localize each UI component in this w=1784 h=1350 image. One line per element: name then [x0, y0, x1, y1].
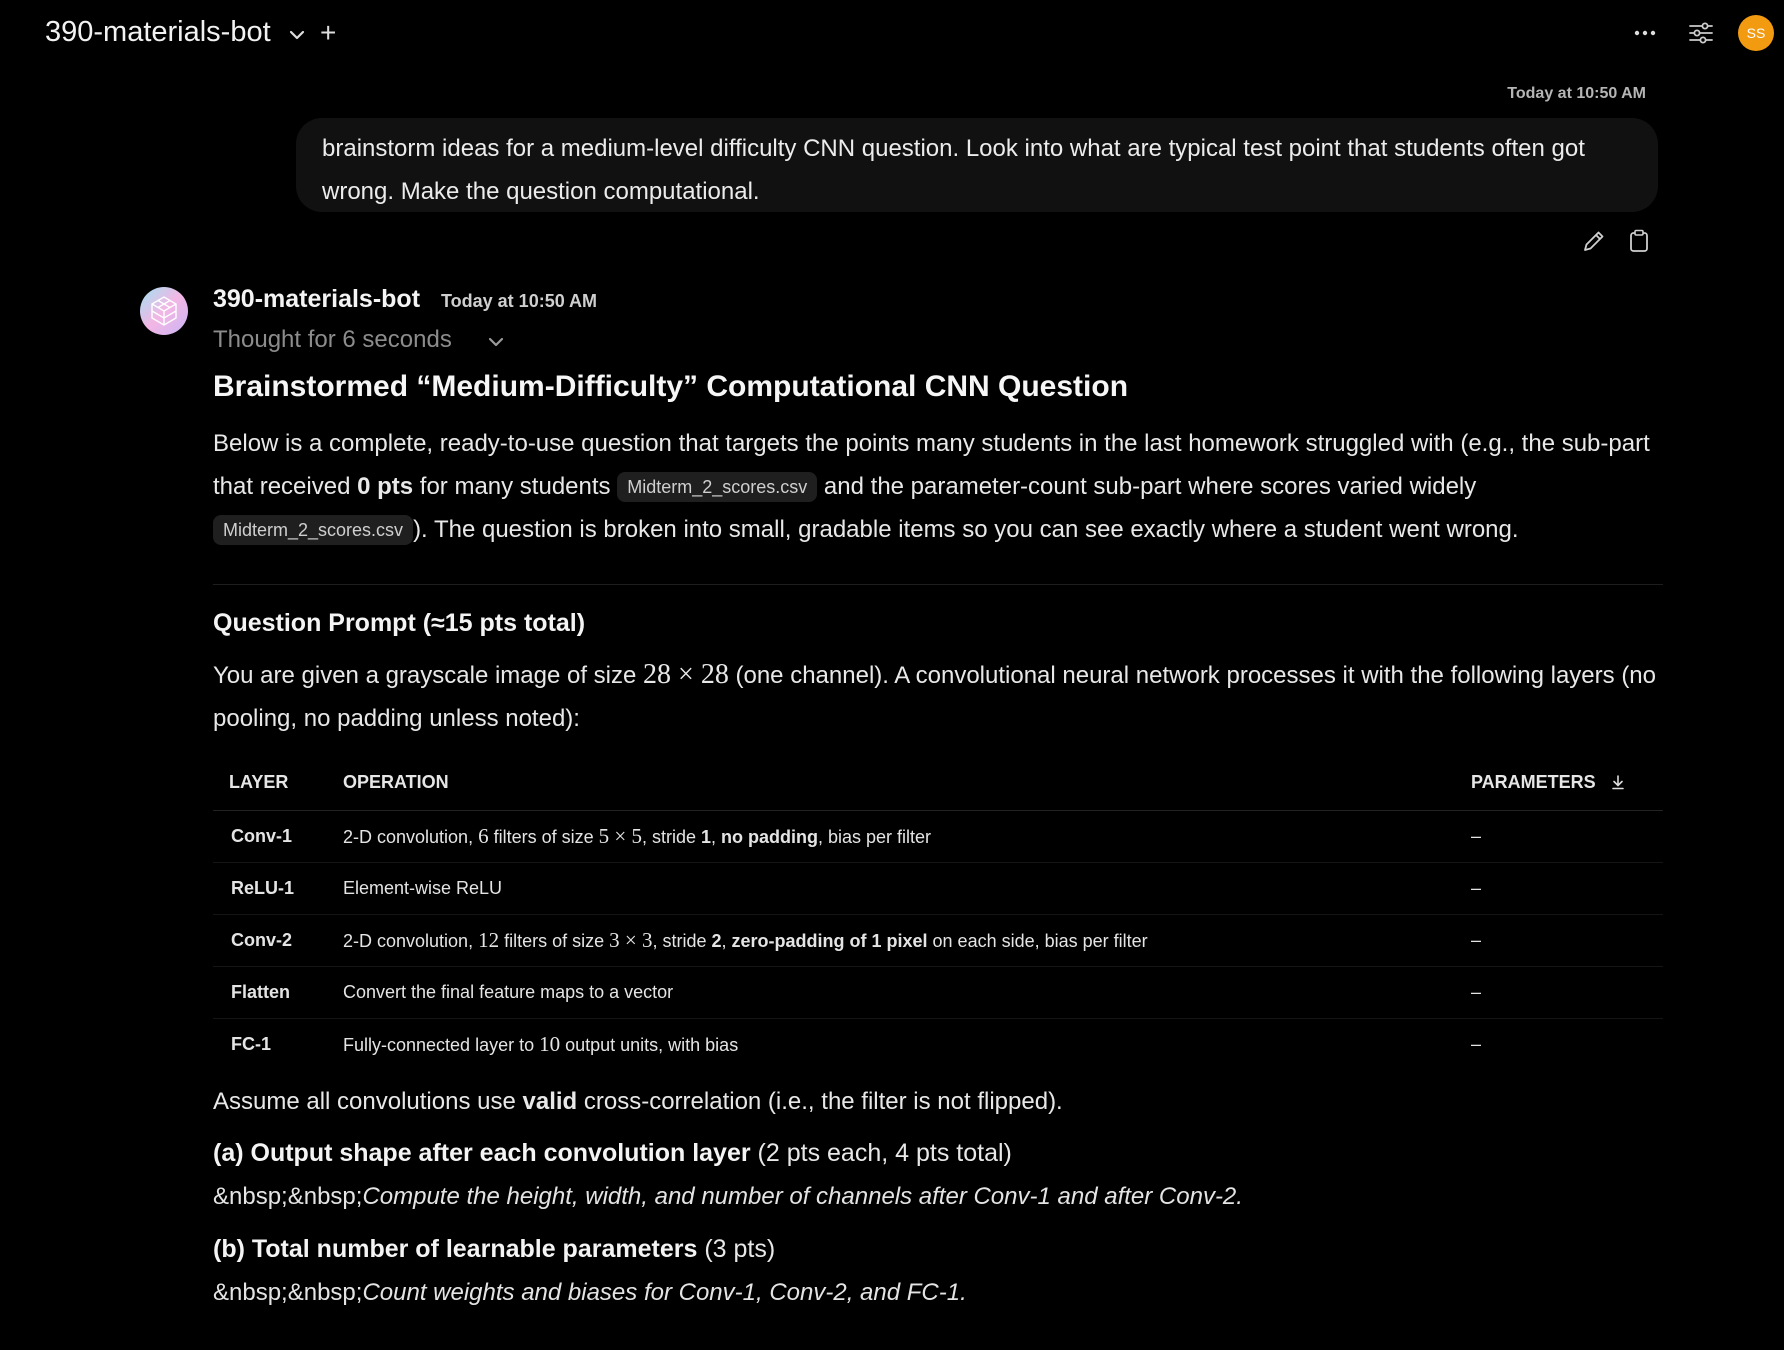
layer-cell: ReLU-1	[213, 862, 339, 914]
edit-icon[interactable]	[1581, 228, 1607, 254]
section-divider	[213, 584, 1663, 585]
top-bar	[0, 0, 1784, 70]
part-a-description: &nbsp;&nbsp;Compute the height, width, and number of channels after Conv-1 and after Conv-2.	[213, 1183, 1243, 1210]
file-citation-chip[interactable]: Midterm_2_scores.csv	[213, 515, 413, 545]
user-avatar[interactable]: SS	[1738, 15, 1774, 51]
question-prompt-text: You are given a grayscale image of size 28 × 28 (one channel). A convolutional neural network processes it with the following layers (no pooling, no padding unless noted):	[213, 659, 1657, 732]
add-model-button[interactable]: +	[320, 17, 337, 48]
settings-sliders-icon[interactable]	[1686, 18, 1716, 48]
file-citation-chip[interactable]: Midterm_2_scores.csv	[617, 472, 817, 502]
operation-cell: Element-wise ReLU	[339, 862, 1467, 914]
parameters-cell: –	[1471, 1033, 1482, 1054]
copy-icon[interactable]	[1626, 228, 1652, 254]
user-message-bubble: brainstorm ideas for a medium-level difficulty CNN question. Look into what are typical test point that students often got wrong. Make the question computational.	[296, 118, 1658, 212]
parameters-cell: –	[1467, 966, 1663, 1018]
layers-table	[213, 756, 1663, 1070]
layer-cell: Flatten	[213, 966, 339, 1018]
operation-cell: 2-D convolution, 12 filters of size 3 × 3, stride 2, zero-padding of 1 pixel on each side, bias per filter	[339, 914, 1467, 966]
operation-cell: 2-D convolution, 6 filters of size 5 × 5, stride 1, no padding, bias per filter	[339, 810, 1467, 862]
parameters-cell: –	[1467, 862, 1663, 914]
column-header-operation: OPERATION	[339, 756, 1467, 810]
user-message-timestamp: Today at 10:50 AM	[1507, 85, 1646, 102]
column-header-layer: LAYER	[213, 756, 339, 810]
table-row	[213, 862, 1663, 914]
intro-paragraph: Below is a complete, ready-to-use question that targets the points many students in the last homework struggled with (e.g., the sub-part that received 0 pts for many students Midterm_2_scores.csv and the parameter-count sub-part where scores varied widely Midterm_2_scores.csv ). The question is broken into small, gradable items so you can see exactly where a student went wrong.	[213, 430, 1650, 543]
table-header-row	[213, 756, 1663, 810]
column-header-parameters[interactable]: PARAMETERS	[1467, 756, 1663, 810]
question-prompt-heading: Question Prompt (≈15 pts total)	[213, 609, 586, 637]
thought-toggle[interactable]: Thought for 6 seconds	[213, 326, 452, 353]
assumption-text: Assume all convolutions use valid cross-correlation (i.e., the filter is not flipped).	[213, 1088, 1063, 1115]
bot-name: 390-materials-bot	[213, 285, 421, 313]
table-row	[213, 966, 1663, 1018]
parameters-cell: –	[1467, 914, 1663, 966]
chevron-down-icon[interactable]	[286, 24, 308, 46]
more-options-icon[interactable]	[1630, 18, 1660, 48]
table-row	[213, 810, 1663, 862]
table-row	[213, 1018, 1663, 1070]
bot-message-timestamp: Today at 10:50 AM	[441, 291, 598, 311]
part-a-title: (a) Output shape after each convolution layer (2 pts each, 4 pts total)	[213, 1139, 1012, 1167]
operation-cell: Fully-connected layer to 10 output units, with bias	[343, 1031, 739, 1056]
layer-cell: Conv-1	[213, 810, 339, 862]
operation-cell: Convert the final feature maps to a vector	[339, 966, 1467, 1018]
download-icon[interactable]	[1610, 774, 1626, 790]
model-selector[interactable]: 390-materials-bot	[45, 16, 271, 48]
parameters-cell: –	[1467, 810, 1663, 862]
layer-cell: Conv-2	[213, 914, 339, 966]
part-b-description: &nbsp;&nbsp;Count weights and biases for Conv-1, Conv-2, and FC-1.	[213, 1279, 967, 1306]
table-row	[213, 914, 1663, 966]
chevron-down-icon[interactable]	[486, 332, 506, 352]
layer-cell: FC-1	[231, 1033, 271, 1054]
bot-message-content	[213, 370, 1663, 1315]
part-b-title: (b) Total number of learnable parameters (3 pts)	[213, 1235, 776, 1263]
bot-avatar-icon	[139, 286, 189, 336]
response-title: Brainstormed “Medium-Difficulty” Computational CNN Question	[213, 370, 1129, 403]
